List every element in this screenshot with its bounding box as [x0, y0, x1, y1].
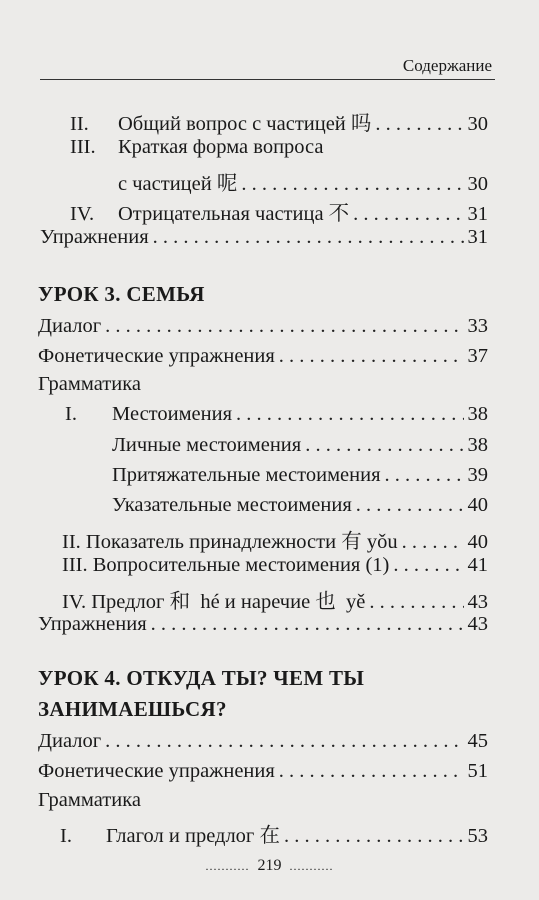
- leader-dots: [279, 345, 464, 368]
- leader-dots: [385, 464, 464, 487]
- leader-dots: [105, 730, 463, 753]
- toc-entry-phonetic[interactable]: [38, 345, 488, 368]
- header-rule: [40, 79, 495, 80]
- page-footer: [0, 857, 539, 875]
- toc-entry-page: 40: [467, 531, 488, 553]
- toc-entry-text: II. Показатель принадлежности 有 yǒu: [62, 531, 398, 553]
- toc-entry-dialog[interactable]: [38, 315, 488, 338]
- toc-entry-page: 30: [467, 113, 488, 135]
- leader-dots: [402, 531, 464, 554]
- toc-entry-possession[interactable]: [62, 524, 488, 554]
- toc-entry-grammar[interactable]: Грамматика: [38, 373, 141, 395]
- toc-entry-number: IV.: [70, 203, 95, 225]
- leader-dots: [393, 554, 463, 577]
- toc-entry-text: Местоимения: [112, 403, 233, 425]
- toc-entry-demonstrative-pronouns[interactable]: [112, 494, 488, 517]
- toc-entry-number: II.: [70, 113, 89, 135]
- toc-entry-iv[interactable]: [70, 196, 488, 226]
- toc-entry-verb-zai[interactable]: [60, 818, 488, 848]
- toc-entry-page: 30: [467, 173, 488, 195]
- toc-entry-dialog[interactable]: [38, 730, 488, 753]
- leader-dots: [353, 203, 463, 226]
- toc-entry-page: 43: [467, 613, 488, 635]
- toc-entry-text: Диалог: [38, 730, 102, 752]
- toc-entry-text: Упражнения: [40, 226, 149, 248]
- toc-entry-text: Глагол и предлог 在: [106, 825, 280, 847]
- toc-entry-page: 33: [467, 315, 488, 337]
- toc-entry-text: Фонетические упражнения: [38, 760, 275, 782]
- toc-entry-number: I.: [65, 403, 77, 425]
- lesson-4-title-line2[interactable]: ЗАНИМАЕШЬСЯ?: [38, 697, 227, 721]
- lesson-4-title-line1[interactable]: УРОК 4. ОТКУДА ТЫ? ЧЕМ ТЫ: [38, 666, 365, 690]
- toc-entry-text: IV. Предлог 和 hé и наречие 也 yě: [62, 591, 366, 613]
- leader-dots: [375, 113, 463, 136]
- page-number: 219: [257, 857, 282, 874]
- toc-entry-page: 53: [467, 825, 488, 847]
- footer-dots-right: ...........: [289, 859, 334, 873]
- toc-entry-ii[interactable]: [70, 106, 488, 136]
- leader-dots: [151, 613, 464, 636]
- toc-entry-page: 45: [467, 730, 488, 752]
- toc-entry-personal-pronouns[interactable]: [112, 434, 488, 457]
- toc-entry-text: Фонетические упражнения: [38, 345, 275, 367]
- leader-dots: [153, 226, 464, 249]
- toc-entry-page: 40: [467, 494, 488, 516]
- toc-entry-interrogative-pronouns[interactable]: [62, 554, 488, 577]
- footer-dots-left: ...........: [205, 859, 250, 873]
- leader-dots: [356, 494, 464, 517]
- toc-entry-page: 51: [467, 760, 488, 782]
- toc-entry-page: 31: [467, 203, 488, 225]
- lesson-3-title[interactable]: УРОК 3. СЕМЬЯ: [38, 282, 205, 306]
- toc-entry-page: 43: [467, 591, 488, 613]
- toc-entry-possessive-pronouns[interactable]: [112, 464, 488, 487]
- toc-entry-text: Указательные местоимения: [112, 494, 352, 516]
- toc-entry-number: I.: [60, 825, 72, 847]
- toc-entry-iii[interactable]: [118, 166, 488, 196]
- toc-entry-grammar[interactable]: Грамматика: [38, 789, 141, 811]
- leader-dots: [369, 591, 463, 614]
- toc-entry-page: 37: [467, 345, 488, 367]
- toc-entry-page: 41: [467, 554, 488, 576]
- leader-dots: [105, 315, 463, 338]
- leader-dots: [236, 403, 463, 426]
- toc-entry-iii-line1[interactable]: [70, 136, 324, 159]
- toc-entry-text: Упражнения: [38, 613, 147, 635]
- leader-dots: [279, 760, 464, 783]
- toc-entry-text: Личные местоимения: [112, 434, 302, 456]
- toc-entry-pronouns[interactable]: [65, 403, 488, 426]
- leader-dots: [305, 434, 463, 457]
- toc-entry-page: 31: [467, 226, 488, 248]
- leader-dots: [241, 173, 463, 196]
- toc-entry-text: III. Вопросительные местоимения (1): [62, 554, 390, 576]
- toc-entry-text: Диалог: [38, 315, 102, 337]
- toc-entry-exercises[interactable]: [38, 613, 488, 636]
- toc-entry-exercises[interactable]: [40, 226, 488, 249]
- toc-entry-preposition-he[interactable]: [62, 584, 488, 614]
- toc-entry-text: с частицей 呢: [118, 173, 238, 195]
- leader-dots: [284, 825, 464, 848]
- toc-entry-number: III.: [70, 136, 96, 158]
- toc-entry-text: Краткая форма вопроса: [118, 136, 324, 158]
- toc-entry-text: Отрицательная частица 不: [118, 203, 350, 225]
- toc-entry-text: Притяжательные местоимения: [112, 464, 381, 486]
- header-title: Содержание: [402, 56, 492, 75]
- toc-entry-page: 39: [467, 464, 488, 486]
- toc-entry-page: 38: [467, 434, 488, 456]
- toc-entry-page: 38: [467, 403, 488, 425]
- toc-entry-phonetic[interactable]: [38, 760, 488, 783]
- toc-entry-text: Общий вопрос с частицей 吗: [118, 113, 372, 135]
